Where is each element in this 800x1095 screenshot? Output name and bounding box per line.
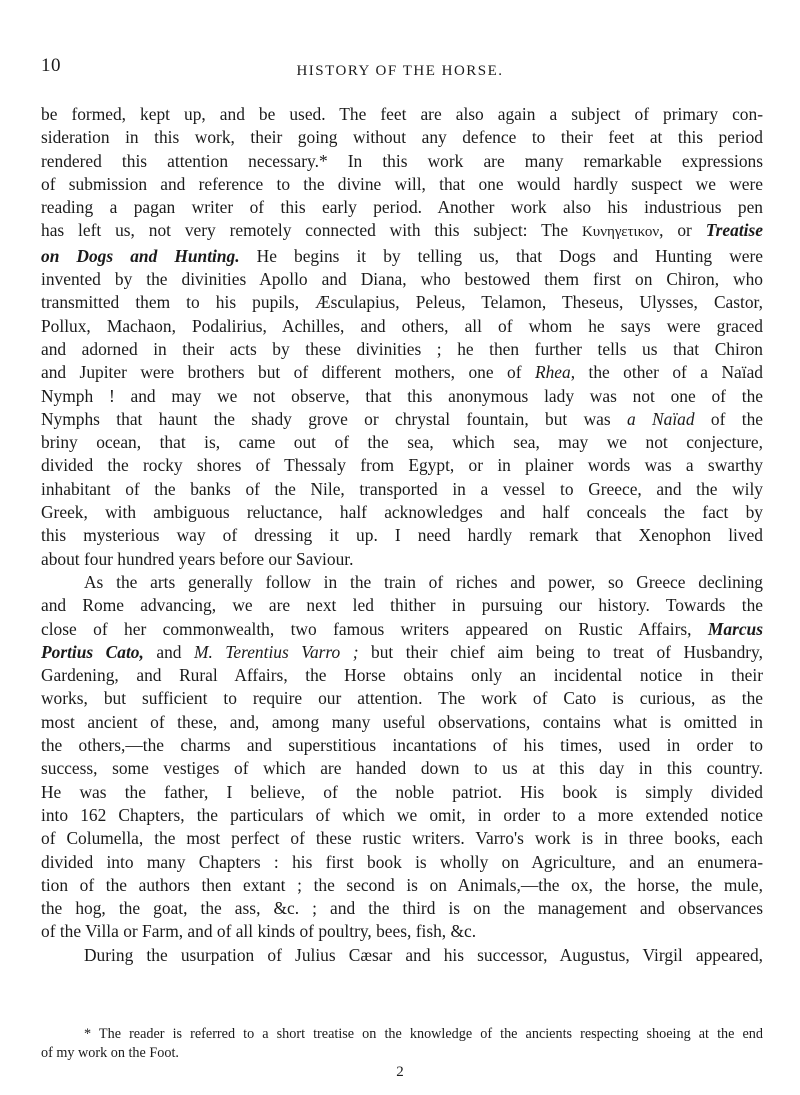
text-line: the hog, the goat, the ass, &c. ; and the third is on the management and observances (41, 898, 763, 919)
text-line: During the usurpation of Julius Cæsar and his successor, Augustus, Virgil appeared, (84, 944, 763, 965)
text-line: divided into many Chapters : his first book is wholly on Agriculture, and an enumera- (41, 851, 763, 872)
greek-title: Κυνηγετικον (581, 224, 660, 241)
footnote-line: of my work on the Foot. (41, 1045, 179, 1061)
paragraph-2 (41, 571, 763, 944)
text-run: Nymphs that haunt the shady grove or chrystal fountain, but was (41, 408, 627, 429)
text-line: this mysterious way of dressing it up. I need hardly remark that Xenophon lived (41, 525, 763, 546)
text-line: of submission and reference to the divine will, that one would hardly suspect we were (41, 173, 763, 194)
text-line: of Columella, the most perfect of these rustic writers. Varro's work is in three books, each (41, 828, 763, 849)
text-line: rendered this attention necessary.* In this work are many remarkable expressions (41, 150, 763, 171)
page-number: 10 (41, 55, 61, 76)
text-run: He begins it by telling us, that Dogs and Hunting were (239, 245, 763, 266)
text-run: of the (694, 408, 763, 429)
text-line: the others,—the charms and superstitious incantations of his times, used in order to (41, 735, 763, 756)
book-title: on Dogs and Hunting. (41, 245, 240, 266)
text-line: transmitted them to his pupils, Æsculapius, Peleus, Telamon, Theseus, Ulysses, Castor, (41, 292, 763, 313)
signature-mark: 2 (396, 1064, 404, 1080)
text-line (41, 408, 763, 431)
author-name: Marcus (707, 618, 763, 639)
italic-name: Rhea (534, 362, 571, 383)
running-head: HISTORY OF THE HORSE. (296, 63, 504, 79)
text-line (41, 618, 763, 641)
text-run: , the other of a Naïad (570, 362, 763, 383)
text-line: and Rome advancing, we are next led thither in pursuing our history. Towards the (41, 595, 763, 616)
paragraph-3 (41, 944, 763, 967)
text-line: be formed, kept up, and be used. The feet are also again a subject of primary con- (41, 104, 763, 124)
author-name: Portius Cato, (41, 641, 144, 662)
text-run: , or (659, 220, 706, 241)
text-line: success, some vestiges of which are handed down to us at this day in this country. (41, 758, 763, 779)
text-line: of the Villa or Farm, and of all kinds of poultry, bees, fish, &c. (41, 921, 477, 942)
text-line: most ancient of these, and, among many useful observations, contains what is omitted in (41, 711, 763, 732)
text-line (41, 245, 763, 268)
text-line: Nymph ! and may we not observe, that this anonymous lady was not one of the (41, 385, 763, 406)
text-run: and Jupiter were brothers but of different mothers, one of (41, 362, 535, 383)
text-line: reading a pagan writer of this early period. Another work also his industrious pen (41, 197, 763, 218)
text-line: about four hundred years before our Saviour. (41, 548, 354, 569)
italic-name: a Naïad (627, 408, 695, 429)
text-line: works, but sufficient to require our attention. The work of Cato is curious, as the (41, 688, 763, 709)
text-line: tion of the authors then extant ; the second is on Animals,—the ox, the horse, the mule, (41, 874, 763, 895)
text-line (41, 219, 763, 244)
paragraph-1 (41, 103, 763, 571)
footnote-line: * The reader is referred to a short treatise on the knowledge of the ancients respecting shoeing at the end (84, 1026, 763, 1042)
text-run: close of her commonwealth, two famous writers appeared on Rustic Affairs, (41, 618, 708, 639)
text-line: briny ocean, that is, came out of the sea, which sea, may we not conjecture, (41, 432, 763, 453)
text-line: Pollux, Machaon, Podalirius, Achilles, and others, all of whom he says were graced (41, 315, 763, 336)
text-line: Greek, with ambiguous reluctance, half acknowledges and half conceals the fact by (41, 502, 763, 523)
body-text (41, 103, 763, 967)
text-run: but their chief aim being to treat of Husbandry, (358, 641, 763, 662)
text-line: He was the father, I believe, of the noble patriot. His book is simply divided (41, 781, 763, 802)
text-line (41, 361, 763, 384)
author-name: M. Terentius Varro ; (193, 641, 359, 662)
text-line: invented by the divinities Apollo and Diana, who bestowed them first on Chiron, who (41, 269, 763, 290)
text-line: As the arts generally follow in the train of riches and power, so Greece declining (84, 571, 763, 592)
footnote (41, 1025, 763, 1063)
text-line: divided the rocky shores of Thessaly from Egypt, or in plainer words was a swarthy (41, 455, 763, 476)
text-line: into 162 Chapters, the particulars of which we omit, in order to a more extended notice (41, 804, 763, 825)
text-line (41, 641, 763, 664)
text-run: has left us, not very remotely connected with this subject: The (41, 220, 582, 241)
text-line: Gardening, and Rural Affairs, the Horse obtains only an incidental notice in their (41, 665, 763, 686)
text-line: inhabitant of the banks of the Nile, transported in a vessel to Greece, and the wily (41, 478, 763, 499)
text-run: and (143, 641, 194, 662)
book-title: Treatise (705, 220, 763, 241)
text-line: and adorned in their acts by these divinities ; he then further tells us that Chiron (41, 338, 763, 359)
text-line: sideration in this work, their going without any defence to their feet at this period (41, 127, 763, 148)
